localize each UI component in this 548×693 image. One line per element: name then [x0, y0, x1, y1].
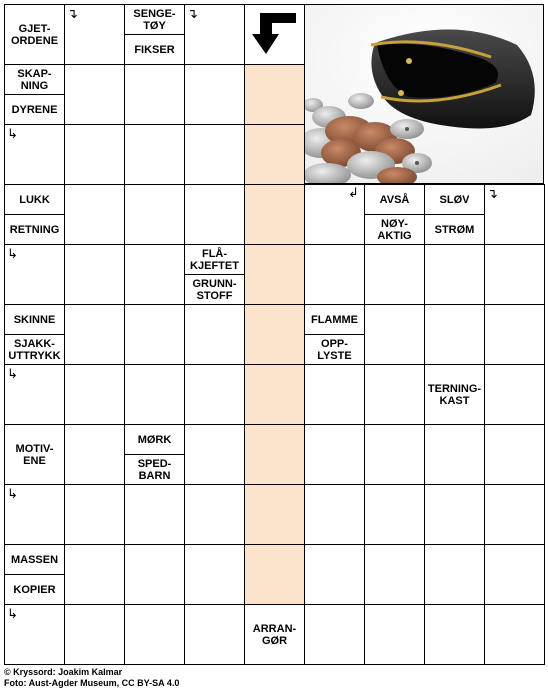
answer-cell[interactable]	[124, 64, 185, 125]
direction-arrow-icon: ↳	[7, 366, 18, 381]
solution-cell[interactable]	[244, 64, 305, 125]
clue-lukk: LUKK	[4, 184, 65, 215]
direction-arrow-icon: ↳	[7, 606, 18, 621]
crossword-credit: © Kryssord: Joakim Kalmar	[4, 667, 123, 677]
answer-cell[interactable]	[184, 544, 245, 605]
clue-grunnstoff: GRUNN- STOFF	[184, 274, 245, 305]
clue-opplyste: OPP- LYSTE	[304, 334, 365, 365]
answer-cell[interactable]	[184, 484, 245, 545]
clue-strom: STRØM	[424, 214, 485, 245]
solution-cell[interactable]	[244, 244, 305, 305]
answer-cell[interactable]	[364, 544, 425, 605]
solution-arrow-icon	[248, 12, 298, 56]
direction-arrow-icon: ↳	[7, 486, 18, 501]
answer-cell[interactable]	[424, 304, 485, 365]
solution-cell[interactable]	[244, 544, 305, 605]
answer-cell[interactable]	[124, 184, 185, 245]
clue-retning: RETNING	[4, 214, 65, 245]
answer-cell[interactable]	[64, 544, 125, 605]
clue-slov: SLØV	[424, 184, 485, 215]
answer-cell[interactable]	[424, 484, 485, 545]
answer-cell[interactable]	[364, 484, 425, 545]
clue-sjakkuttrykk: SJAKK- UTTRYKK	[4, 334, 65, 365]
clue-skinne: SKINNE	[4, 304, 65, 335]
answer-cell[interactable]	[184, 64, 245, 125]
answer-cell[interactable]	[304, 364, 365, 425]
answer-cell[interactable]	[124, 304, 185, 365]
answer-cell[interactable]	[424, 604, 485, 665]
answer-cell[interactable]	[184, 184, 245, 245]
answer-cell[interactable]	[64, 244, 125, 305]
solution-cell[interactable]	[244, 124, 305, 185]
direction-arrow-icon: ↴	[187, 6, 198, 21]
answer-cell[interactable]	[364, 364, 425, 425]
answer-cell[interactable]	[64, 304, 125, 365]
clue-sengetoy: SENGE- TØY	[124, 4, 185, 35]
clue-spedbarn: SPED- BARN	[124, 454, 185, 485]
coin-purse-photo	[304, 4, 544, 184]
answer-cell[interactable]	[364, 304, 425, 365]
answer-cell[interactable]	[124, 604, 185, 665]
answer-cell[interactable]	[64, 364, 125, 425]
answer-cell[interactable]	[304, 544, 365, 605]
answer-cell[interactable]	[64, 184, 125, 245]
clue-arrangor: ARRAN- GØR	[244, 604, 305, 665]
clue-terningkast: TERNING- KAST	[424, 364, 485, 425]
answer-cell[interactable]	[184, 364, 245, 425]
solution-cell[interactable]	[244, 484, 305, 545]
clue-kopier: KOPIER	[4, 574, 65, 605]
clue-flamme: FLAMME	[304, 304, 365, 335]
answer-cell[interactable]	[184, 304, 245, 365]
answer-cell[interactable]	[64, 484, 125, 545]
coin-purse-image	[305, 5, 544, 184]
answer-cell[interactable]	[364, 244, 425, 305]
answer-cell[interactable]	[484, 544, 545, 605]
answer-cell[interactable]	[364, 424, 425, 485]
photo-credit: Foto: Aust-Agder Museum, CC BY-SA 4.0	[4, 678, 180, 688]
answer-cell[interactable]	[364, 604, 425, 665]
direction-arrow-icon: ↳	[7, 126, 18, 141]
answer-cell[interactable]	[184, 604, 245, 665]
answer-cell[interactable]	[184, 124, 245, 185]
answer-cell[interactable]	[304, 424, 365, 485]
clue-massen: MASSEN	[4, 544, 65, 575]
answer-cell[interactable]	[184, 424, 245, 485]
answer-cell[interactable]	[124, 244, 185, 305]
answer-cell[interactable]	[124, 544, 185, 605]
direction-arrow-icon: ↴	[67, 6, 78, 21]
answer-cell[interactable]	[484, 244, 545, 305]
solution-cell[interactable]	[244, 304, 305, 365]
solution-cell[interactable]	[244, 424, 305, 485]
answer-cell[interactable]	[484, 304, 545, 365]
direction-arrow-icon: ↴	[487, 186, 498, 201]
solution-cell[interactable]	[244, 364, 305, 425]
clue-fikser: FIKSER	[124, 34, 185, 65]
direction-arrow-icon: ↳	[7, 246, 18, 261]
answer-cell[interactable]	[124, 484, 185, 545]
clue-flakjeftet: FLÅ- KJEFTET	[184, 244, 245, 275]
solution-cell[interactable]	[244, 184, 305, 245]
clue-noyaktig: NØY- AKTIG	[364, 214, 425, 245]
answer-cell[interactable]	[424, 244, 485, 305]
answer-cell[interactable]	[304, 604, 365, 665]
answer-cell[interactable]	[484, 484, 545, 545]
answer-cell[interactable]	[304, 244, 365, 305]
answer-cell[interactable]	[64, 604, 125, 665]
direction-arrow-icon: ↲	[348, 185, 359, 200]
answer-cell[interactable]	[484, 364, 545, 425]
answer-cell[interactable]	[484, 424, 545, 485]
clue-skapning: SKAP- NING	[4, 64, 65, 95]
answer-cell[interactable]	[64, 124, 125, 185]
clue-mork: MØRK	[124, 424, 185, 455]
answer-cell[interactable]	[424, 424, 485, 485]
answer-cell[interactable]	[424, 544, 485, 605]
clue-dyrene: DYRENE	[4, 94, 65, 125]
answer-cell[interactable]	[64, 64, 125, 125]
clue-avsa: AVSÅ	[364, 184, 425, 215]
clue-gjetordene: GJET- ORDENE	[4, 4, 65, 65]
answer-cell[interactable]	[484, 604, 545, 665]
answer-cell[interactable]	[304, 484, 365, 545]
answer-cell[interactable]	[64, 424, 125, 485]
answer-cell[interactable]	[124, 364, 185, 425]
clue-motivene: MOTIV- ENE	[4, 424, 65, 485]
answer-cell[interactable]	[124, 124, 185, 185]
